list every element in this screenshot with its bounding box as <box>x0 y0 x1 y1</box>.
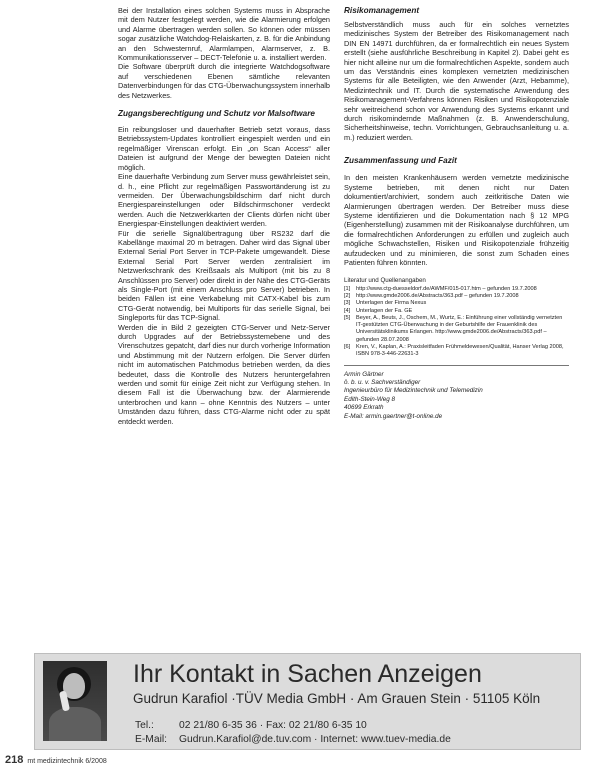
reference-item: [1] http://www.ctg-duesseldorf.de/AWMF/015-017.htm – gefunden 19.7.2008 <box>344 285 537 292</box>
page-number: 218 <box>5 754 24 766</box>
ad-email-line <box>135 734 451 746</box>
author-email: E-Mail: armin.gaertner@t-online.de <box>344 412 443 420</box>
section-paragraph-1: Ein reibungsloser und dauerhafter Betrieb setzt voraus, dass Betriebssystem-Updates kontrolliert eingespielt werden und ein regelmäßiger Virenscan erfolgt. Ein „on Scan Access“ aller Dateien ist aufgrund der Menge der bewegten Dateien nicht möglich. <box>118 125 330 172</box>
reference-item: [6] Kren, V., Kaplan, A.: Praxisleitfaden Frühmeldewesen/Qualität, Hanser Verlag 2008, ISBN 978-3-446-22631-3 <box>344 344 564 358</box>
contact-photo <box>43 661 107 741</box>
reference-item: [5] Beyer, A., Beuts, J., Oschem, M., Wurtz, E.: Einführung einer vollständig vernetzten IT-gestützten CTG-Überwachung in der Geburtshilfe der Frauenklinik des Universitätsklinikums Erlangen. http://www.gmde2006.de/Abstracts/363.pdf – gefunden 28.07.2008 <box>344 314 563 343</box>
author-city: 40699 Erkrath <box>344 404 384 412</box>
author-firm: Ingenieurbüro für Medizintechnik und Telemedizin <box>344 387 483 395</box>
ad-phone-line <box>135 720 367 732</box>
ad-title: Ihr Kontakt in Sachen Anzeigen <box>133 660 482 688</box>
ad-email-label: E-Mail: <box>135 734 168 745</box>
author-divider <box>344 365 569 366</box>
author-name: Armin Gärtner <box>344 370 384 378</box>
section-paragraph-4: Werden die in Bild 2 gezeigten CTG-Server und Netz-Server durch Upgrades auf der Betriebssystemebene und des Virenschutzes gepatcht, darf dies nur durch vorherige Information und Abstimmung mit der Nutzern erfolgen. Die Server dürfen nicht im automatischen Patchmodus betrieben werden, da dies bedeutet, dass die Kontrolle des Nutzers heruntergefahren werden und somit für einige Zeit nicht zur Verfügung stehen. In diesem Fall ist die Überwachung bzw. der Alarmierende unterbrochen und kann – ohne Kenntnis des Nutzers – unter Umständen dazu führen, dass CTG-Alarme nicht oder zu spät entdeckt werden. <box>118 322 330 426</box>
summary-paragraph: In den meisten Krankenhäusern werden vernetzte medizinische Systeme betrieben, mit denen nicht nur Daten dokumentiert/archiviert, sondern auch zeitkritische Daten wie Alarmierungen übertragen werden. Der Betreiber muss diese Systeme identifizieren und die Dokumentation nach § 12 MPG (Eigenherstellung) zusammen mit der Risikoanalyse durchführen, um die formalrechtlichen Anforderungen zu erfüllen und zugleich auch mögliche Schwachstellen, Risiken und Risikopotenziale frühzeitig aufzudecken und zu minimieren, die sonst zum Schaden eines Patienten führen könnten. <box>344 173 569 267</box>
right-column <box>344 6 569 421</box>
section-paragraph-3: Für die serielle Signalübertragung über RS232 darf die Kabellänge maximal 20 m betragen. Daher wird das Signal über External Serial Port Server in TCP-Pakete umgewandelt. Diese External Serial Port Server werden zentralisiert im Netzwerkschrank des Kreißsaals als Multiport (mit bis zu 8 Anschlüssen pro Server) oder direkt in der Nähe des CTG-Geräts als Single-Port (mit einem Anschluss pro Server) betrieben. In beiden Fällen ist eine Verkabelung mit CATX-Kabel bis zum CTG-Gerät notwendig, bei Multiports für das serielle Signal, bei Singleports für das TCP-Signal. <box>118 228 330 323</box>
intro-paragraph-1: Bei der Installation eines solchen Systems muss in Absprache mit dem Nutzer festgelegt werden, wie die Alarmierung erfolgen und Alarme übertragen werden sollen. So können oder müssen sogar zusätzliche Watchdog-Relaiskarten, z. B. für die Anbindung an den Schwesternruf, Alarmlampen, Alarmserver, z. B. Kommunikationsserver – DECT-Telefonie u. a. installiert werden. <box>118 6 330 63</box>
section-title-access: Zugangsberechtigung und Schutz vor Malsoftware <box>118 109 315 119</box>
advertisement-box <box>34 653 581 750</box>
ad-tel-value: 02 21/80 6-35 36 · Fax: 02 21/80 6-35 10 <box>179 720 367 731</box>
author-block <box>344 371 569 421</box>
references-title: Literatur und Quellenangaben <box>344 277 426 285</box>
section-paragraph-2: Eine dauerhafte Verbindung zum Server muss gewährleistet sein, d. h., eine Pflicht zur regelmäßigen Passwortänderung ist zu vermeiden. Der Überwachungsbildschirm darf nicht durch Energiespareinstellungen oder Bildschirmschoner verdeckt werden. Auch die Netzwerkkarten der Clients dürfen nicht über Energiespar-Einstellungen deaktiviert werden. <box>118 172 330 229</box>
intro-paragraph-2: Die Software überprüft durch die integrierte Watchdogsoftware auf verschiedenen Ebenen sämtliche relevanten Datenverbindungen für das CTG-Überwachungssystem innerhalb des Netzwerkes. <box>118 62 330 100</box>
left-column <box>118 6 330 426</box>
page-footer <box>5 756 107 766</box>
ad-company: Gudrun Karafiol ·TÜV Media GmbH · Am Grauen Stein · 51105 Köln <box>133 691 541 706</box>
ad-email-value: Gudrun.Karafiol@de.tuv.com · Internet: www.tuev-media.de <box>179 734 451 745</box>
risk-title: Risikomanagement <box>344 6 420 15</box>
author-street: Edith-Stein-Weg 8 <box>344 395 395 403</box>
publication-name: mt medizintechnik 6/2008 <box>27 758 107 765</box>
ad-tel-label: Tel.: <box>135 720 154 731</box>
reference-item: [2] http://www.gmde2006.de/Abstracts/363.pdf – gefunden 19.7.2008 <box>344 292 519 299</box>
risk-paragraph: Selbstverständlich muss auch für ein solches vernetztes medizinisches System der Betreiber des Risikomanagement nach DIN EN 14971 durchführen, da er formalrechtlich ein neues System erstellt (siehe ausführliche Beschreibung in Kapitel 2). Dabei geht es hier nicht alleine nur um die formalrechtlichen Aspekte, sondern auch um das Verständnis eines komplexen vernetzten medizinischen Systems für alle Beteiligten, wie den Anwender (Arzt, Hebamme), Medizintechnik und IT. Durch die systematische Anwendung des Risikomanagement-Verfahrens können Risiken und Risikopotenziale sehr weitreichend schon vor Anwendung des Systems erkannt und durch risikomindernde Maßnahmen (z. B. Anwenderschulung, Sicherheitshinweise, techn. Vorrichtungen, Gebrauchsanleitung u. a. m.) reduziert werden. <box>344 20 569 142</box>
references <box>344 277 569 358</box>
reference-item: [3] Unterlagen der Firma Nexus <box>344 300 427 307</box>
author-role: ö. b. u. v. Sachverständiger <box>344 379 421 387</box>
summary-title: Zusammenfassung und Fazit <box>344 156 457 166</box>
reference-item: [4] Unterlagen der Fa. GE <box>344 307 413 314</box>
